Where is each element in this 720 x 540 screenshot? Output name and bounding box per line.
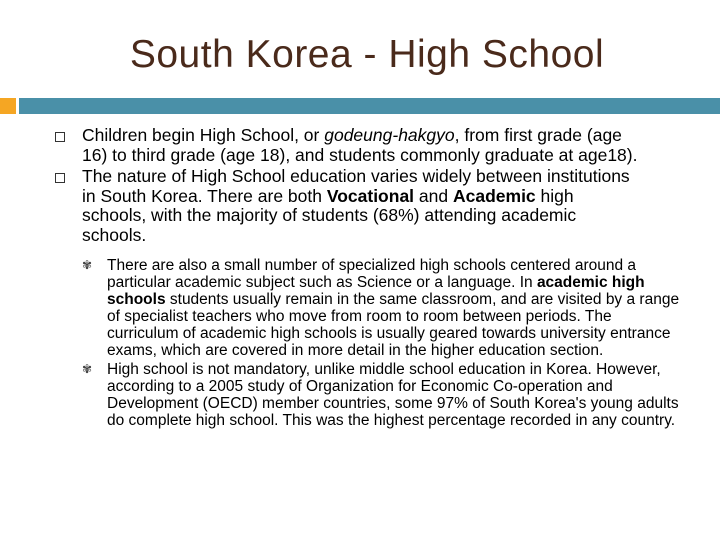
- bullet-text: , from first grade (age 16) to third grade (age 18), and students commonly graduate at age18).: [82, 125, 638, 165]
- flower-bullet-icon: ✾: [82, 258, 93, 272]
- subbullet-text: There are also a small number of specialized high schools centered around a particular academic subject such as Science or a language. In: [107, 257, 637, 291]
- term-bold: Vocational: [326, 185, 415, 206]
- accent-bar-left: [0, 98, 16, 114]
- square-bullet-icon: [55, 173, 65, 183]
- slide-content: [0, 126, 720, 429]
- slide-title: South Korea - High School: [129, 33, 605, 76]
- bullet-text: Children begin High School, or: [82, 125, 325, 145]
- bullet-item: [82, 126, 642, 165]
- subbullet-text: students usually remain in the same classroom, and are visited by a range of specialist teachers who move from room to room between periods. The curriculum of academic high schools is usually geared towards university entrance exams, which are covered in more detail in the higher education section.: [107, 291, 680, 359]
- flower-bullet-icon: ✾: [82, 362, 93, 376]
- accent-bar-right: [19, 98, 720, 114]
- subbullet-item: [82, 361, 687, 429]
- bullet-text: The nature of High School education varies widely between institutions in South Korea. There are both: [82, 166, 630, 206]
- square-bullet-icon: [55, 132, 65, 142]
- subbullet-item: [82, 257, 687, 359]
- term-bold: Academic: [452, 185, 536, 206]
- term-bold: academic high schools: [107, 274, 645, 308]
- bullet-text: high schools, with the majority of students (68%) attending academic schools.: [82, 185, 577, 245]
- term-italic: godeung-hakgyo: [324, 125, 455, 145]
- bullet-item: [82, 167, 642, 245]
- subbullet-text: High school is not mandatory, unlike middle school education in Korea. However, according to a 2005 study of Organization for Economic Co-operation and Development (OECD) member countries, some 97% of South Korea's young adults do complete high school. This was the highest percentage recorded in any country.: [107, 361, 679, 429]
- bullet-text: and: [414, 185, 453, 206]
